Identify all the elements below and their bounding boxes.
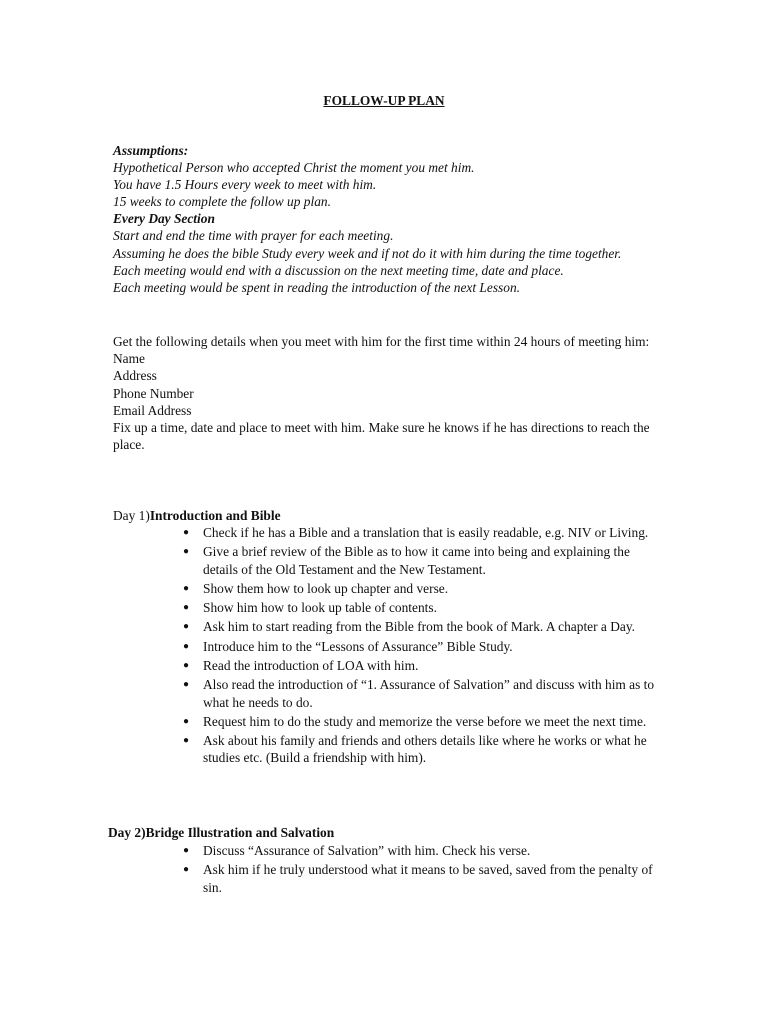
every-day-heading: Every Day Section: [113, 211, 215, 227]
assumption-line: You have 1.5 Hours every week to meet with him.: [113, 177, 377, 193]
every-day-line: Each meeting would end with a discussion on the next meeting time, date and place.: [113, 262, 564, 278]
bullet-icon: ●: [183, 845, 190, 856]
details-field: Name: [113, 351, 145, 367]
day1-title: Introduction and Bible: [149, 508, 281, 523]
page-title: FOLLOW-UP PLAN: [323, 93, 445, 108]
list-item: [177, 732, 657, 767]
list-item: [177, 599, 657, 617]
list-item-text: Discuss “Assurance of Salvation” with him. Check his verse.: [203, 843, 531, 858]
list-item: [177, 524, 657, 542]
list-item: [177, 676, 657, 711]
bullet-icon: ●: [183, 715, 190, 727]
list-item-text: Also read the introduction of “1. Assurance of Salvation” and discuss with him as to what he needs to do.: [203, 676, 655, 710]
every-day-line: Start and end the time with prayer for each meeting.: [113, 228, 394, 244]
list-item: [177, 713, 657, 731]
day1-list: [177, 524, 657, 769]
list-item: [177, 861, 657, 896]
day1-prefix: Day 1): [113, 508, 150, 523]
list-item: [177, 580, 657, 598]
bullet-icon: ●: [183, 582, 190, 594]
list-item-text: Ask him to start reading from the Bible from the book of Mark. A chapter a Day.: [203, 619, 635, 635]
list-item-text: Introduce him to the “Lessons of Assurance” Bible Study.: [203, 638, 513, 654]
list-item-text: Show them how to look up chapter and verse.: [203, 580, 449, 596]
list-item-text: Give a brief review of the Bible as to how it came into being and explaining the details of the Old Testament and the New Testament.: [203, 544, 630, 577]
details-field: Phone Number: [113, 385, 194, 401]
bullet-icon: ●: [183, 602, 190, 614]
bullet-icon: ●: [183, 734, 190, 746]
list-item-text: Request him to do the study and memorize the verse before we meet the next time.: [203, 713, 647, 729]
details-intro: Get the following details when you meet with him for the first time within 24 hours of meeting him:: [113, 334, 650, 349]
bullet-icon: ●: [183, 678, 190, 690]
list-item-text: Check if he has a Bible and a translation that is easily readable, e.g. NIV or Living.: [203, 525, 649, 540]
bullet-icon: ●: [183, 864, 190, 876]
list-item: [177, 618, 657, 636]
day2-list: [177, 842, 657, 898]
details-field: Address: [113, 368, 157, 384]
list-item-text: Ask about his family and friends and others details like where he works or what he studies etc. (Build a friendship with him).: [203, 732, 647, 766]
bullet-icon: ●: [183, 640, 190, 652]
bullet-icon: ●: [183, 659, 190, 671]
list-item: [177, 842, 657, 860]
list-item-text: Read the introduction of LOA with him.: [203, 657, 419, 673]
every-day-line: Assuming he does the bible Study every week and if not do it with him during the time together.: [113, 245, 622, 261]
details-closing: Fix up a time, date and place to meet with him. Make sure he knows if he has directions to reach the place.: [113, 420, 650, 453]
list-item: [177, 638, 657, 656]
assumptions-heading: Assumptions:: [113, 143, 189, 158]
bullet-icon: ●: [183, 621, 190, 633]
assumption-line: Hypothetical Person who accepted Christ the moment you met him.: [113, 160, 475, 176]
details-field: Email Address: [113, 402, 192, 418]
list-item-text: Show him how to look up table of contents.: [203, 600, 437, 616]
bullet-icon: ●: [183, 527, 190, 538]
day2-heading: Day 2)Bridge Illustration and Salvation: [108, 825, 335, 840]
list-item: [177, 543, 657, 578]
every-day-line: Each meeting would be spent in reading the introduction of the next Lesson.: [113, 279, 520, 295]
list-item: [177, 657, 657, 675]
day1-heading: [113, 507, 281, 524]
list-item-text: Ask him if he truly understood what it means to be saved, saved from the penalty of sin.: [203, 862, 653, 895]
assumptions-section: [113, 142, 653, 296]
assumption-line: 15 weeks to complete the follow up plan.: [113, 194, 331, 210]
details-section: [113, 333, 653, 453]
bullet-icon: ●: [183, 546, 190, 558]
